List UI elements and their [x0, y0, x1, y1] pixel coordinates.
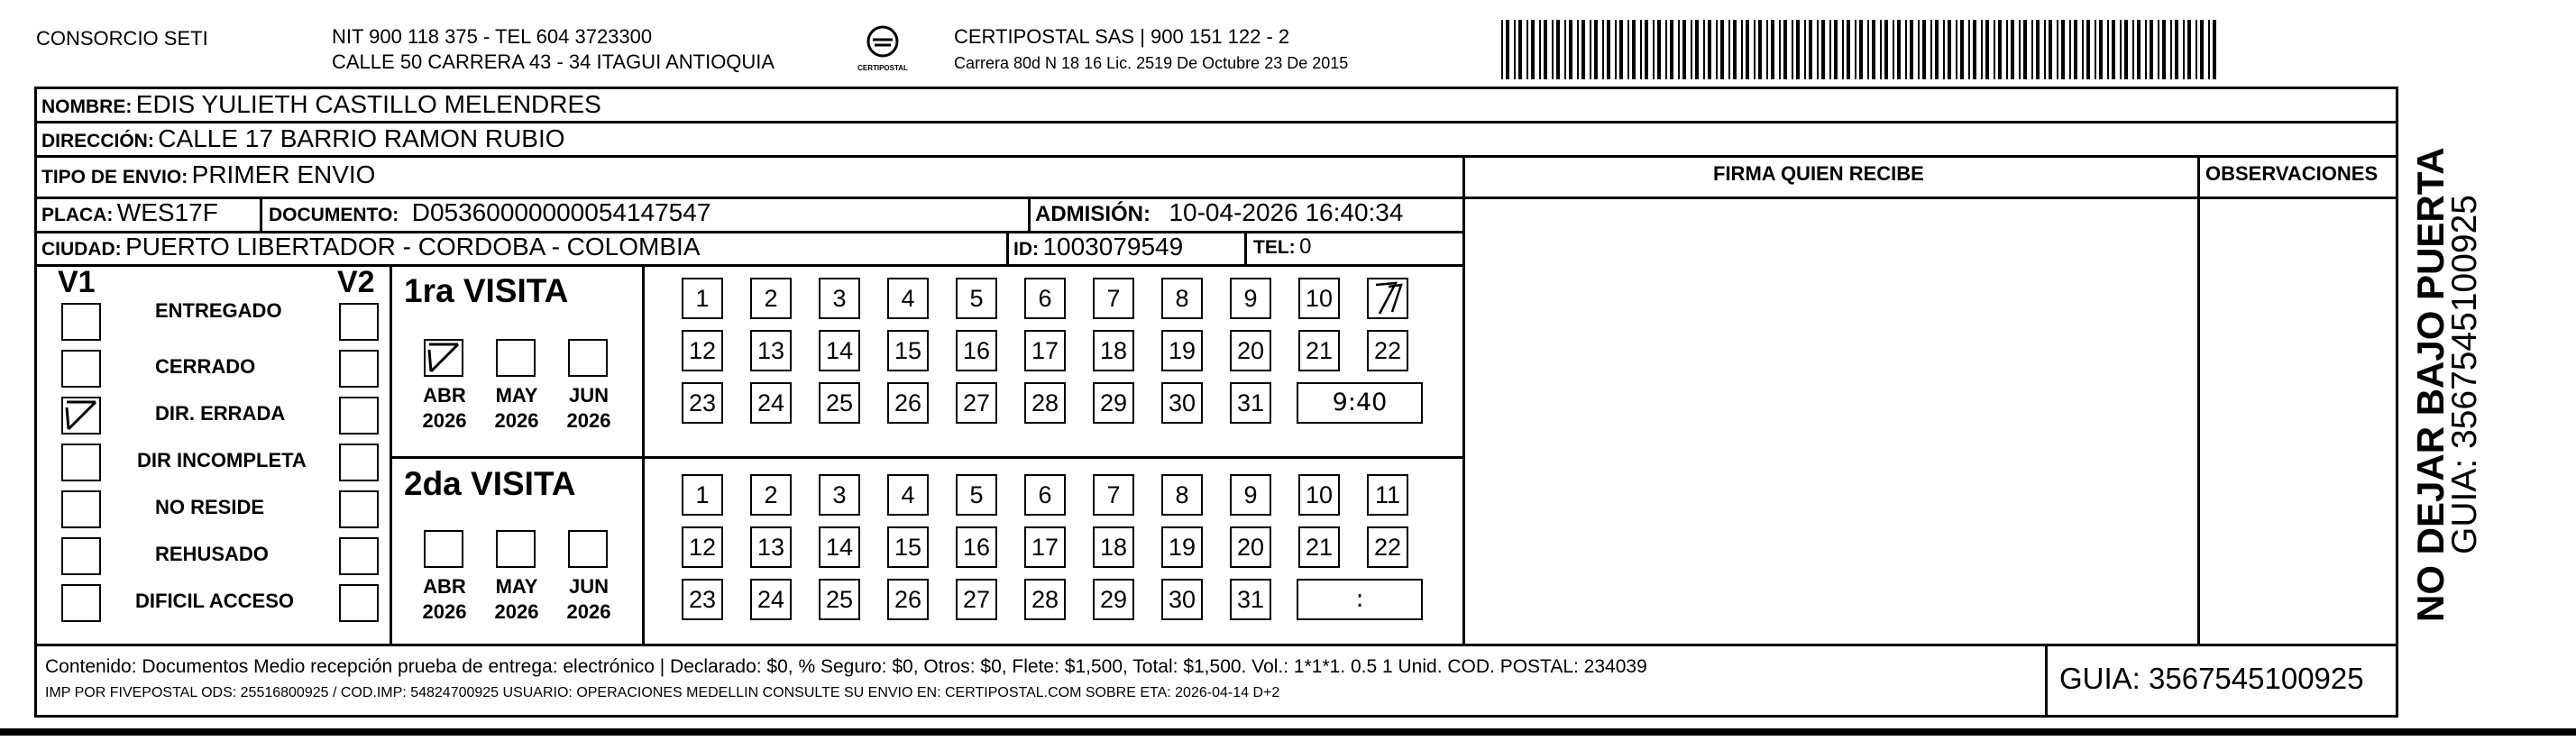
barcode-bar [1703, 20, 1705, 79]
barcode-bar [2196, 20, 2197, 79]
barcode-bar [2044, 20, 2046, 79]
day-box[interactable] [1367, 278, 1408, 319]
day-box[interactable]: 31 [1230, 382, 1271, 424]
barcode-bar [1804, 20, 1806, 79]
day-box[interactable]: 3 [819, 278, 860, 319]
day-box[interactable]: 31 [1230, 579, 1271, 620]
day-box[interactable]: 18 [1093, 526, 1134, 568]
visit2-title: 2da VISITA [404, 465, 576, 502]
barcode-bar [1948, 20, 1951, 79]
year-label: 2026 [566, 600, 611, 623]
tipo-envio-row [41, 160, 375, 189]
barcode-bar [1821, 20, 1825, 79]
year-label: 2026 [422, 409, 467, 432]
day-box[interactable]: 30 [1161, 579, 1203, 620]
barcode-bar [2074, 20, 2077, 79]
day-box[interactable]: 2 [750, 278, 792, 319]
barcode-bar [2200, 20, 2204, 79]
barcode-bar [1564, 20, 1566, 79]
documento-label: DOCUMENTO: [269, 205, 399, 225]
barcode-bar [1607, 20, 1610, 79]
barcode-bar [2208, 20, 2210, 79]
barcode-bar [1867, 20, 1869, 79]
day-box[interactable]: 5 [956, 278, 997, 319]
barcode-bar [1922, 20, 1926, 79]
barcode-bar [1943, 20, 1945, 79]
barcode-bar [1627, 20, 1629, 79]
barcode-bar [1779, 20, 1781, 79]
barcode-bar [1678, 20, 1680, 79]
time-box[interactable]: 9:40 [1297, 382, 1423, 424]
barcode-bar [1910, 20, 1913, 79]
barcode-bar [2082, 20, 2084, 79]
id-value: 1003079549 [1042, 233, 1184, 261]
barcode-bar [1829, 20, 1831, 79]
year-label: 2026 [422, 600, 467, 623]
barcode-bar [1501, 20, 1503, 79]
id-label: ID: [1013, 239, 1039, 260]
barcode-bar [1884, 20, 1888, 79]
barcode-bar [1968, 20, 1970, 79]
day-box[interactable]: 13 [750, 330, 792, 371]
nit-line: NIT 900 118 375 - TEL 604 3723300 [332, 25, 653, 48]
month-label: ABR [423, 575, 466, 598]
barcode-bar [1847, 20, 1850, 79]
day-box[interactable]: 15 [887, 330, 929, 371]
day-box[interactable]: 5 [956, 474, 997, 516]
barcode-bar [1918, 20, 1920, 79]
barcode-bar [1880, 20, 1882, 79]
day-box[interactable]: 6 [1024, 278, 1066, 319]
month-label: MAY [495, 384, 538, 407]
v2-checkbox[interactable] [339, 490, 379, 528]
tel-row [1253, 234, 1311, 260]
barcode-bar [1809, 20, 1812, 79]
barcode-bar [1994, 20, 1995, 79]
barcode-bar [1796, 20, 1800, 79]
barcode-bar [2057, 20, 2058, 79]
barcode-bar [1985, 20, 1989, 79]
barcode-bar [1741, 20, 1743, 79]
day-box[interactable]: 13 [750, 526, 792, 568]
certipostal-logo-icon [857, 23, 908, 76]
barcode-bar [2107, 20, 2109, 79]
barcode-bar [1506, 20, 1509, 79]
barcode-bar [1758, 20, 1762, 79]
v1-checkbox[interactable] [61, 537, 101, 575]
barcode-bar [2187, 20, 2191, 79]
barcode-bar [1998, 20, 2002, 79]
v1-checkbox[interactable] [61, 303, 101, 341]
nombre-value: EDIS YULIETH CASTILLO MELENDRES [135, 90, 601, 118]
day-box[interactable]: 20 [1230, 526, 1271, 568]
tel-label: TEL: [1253, 237, 1296, 258]
observaciones-header: OBSERVACIONES [2205, 162, 2379, 185]
barcode-bar [2162, 20, 2166, 79]
barcode-bar [2086, 20, 2090, 79]
day-box[interactable]: 22 [1367, 526, 1408, 568]
barcode-bar [2137, 20, 2141, 79]
day-box[interactable]: 6 [1024, 474, 1066, 516]
barcode-bar [1514, 20, 1516, 79]
barcode-bar [1539, 20, 1541, 79]
placa-label: PLACA: [41, 205, 114, 225]
status-label: REHUSADO [155, 543, 269, 565]
ciudad-label: CIUDAD: [41, 239, 122, 260]
day-box[interactable]: 26 [887, 382, 929, 424]
barcode-bar [1619, 20, 1623, 79]
barcode-bar [2158, 20, 2159, 79]
documento-row [269, 198, 710, 227]
day-box[interactable]: 18 [1093, 330, 1134, 371]
month-label: JUN [568, 575, 609, 598]
barcode-bar [1657, 20, 1661, 79]
day-box[interactable]: 10 [1298, 278, 1340, 319]
day-box[interactable]: 3 [819, 474, 860, 516]
v1-checkbox[interactable] [61, 584, 101, 622]
barcode-bar [1602, 20, 1604, 79]
direccion-label: DIRECCIÓN: [41, 131, 154, 151]
day-box[interactable]: 16 [956, 526, 997, 568]
barcode-bar [1691, 20, 1692, 79]
ciudad-row [41, 233, 701, 261]
barcode-bar [1577, 20, 1579, 79]
barcode-bar [1552, 20, 1554, 79]
day-box[interactable]: 21 [1298, 526, 1340, 568]
barcode-bar [1872, 20, 1875, 79]
year-label: 2026 [494, 409, 539, 432]
day-box[interactable]: 2 [750, 474, 792, 516]
barcode-bar [1653, 20, 1655, 79]
v1-checkbox[interactable] [61, 397, 101, 435]
barcode-bar [1531, 20, 1535, 79]
footer-guia: GUIA: 3567545100925 [2059, 662, 2364, 695]
barcode-bar [1682, 20, 1686, 79]
barcode-bar [2124, 20, 2128, 79]
barcode-bar [1665, 20, 1667, 79]
ciudad-value: PUERTO LIBERTADOR - CORDOBA - COLOMBIA [125, 233, 701, 261]
day-box[interactable]: 9 [1230, 278, 1271, 319]
barcode-bar [1594, 20, 1598, 79]
day-box[interactable]: 28 [1024, 579, 1066, 620]
v2-checkbox[interactable] [339, 303, 379, 341]
barcode-bar [1556, 20, 1560, 79]
barcode-bar [1855, 20, 1856, 79]
v2-checkbox[interactable] [339, 537, 379, 575]
barcode-bar [2011, 20, 2014, 79]
direccion-row [41, 124, 565, 153]
barcode-bar [2120, 20, 2122, 79]
barcode-bar [2145, 20, 2147, 79]
barcode-bar [2023, 20, 2027, 79]
v2-label: V2 [337, 265, 375, 299]
day-box[interactable]: 23 [682, 382, 723, 424]
barcode-bar [1670, 20, 1673, 79]
firma-header: FIRMA QUIEN RECIBE [1713, 162, 1924, 185]
barcode-bar [1792, 20, 1793, 79]
month-label: ABR [423, 384, 466, 407]
barcode-bar [2031, 20, 2033, 79]
status-label: DIR INCOMPLETA [137, 449, 307, 471]
barcode-bar [1783, 20, 1787, 79]
day-box[interactable]: 29 [1093, 579, 1134, 620]
barcode-bar [2183, 20, 2185, 79]
license-line: Carrera 80d N 18 16 Lic. 2519 De Octubre 23 De 2015 [954, 54, 1349, 72]
tel-value: 0 [1299, 234, 1312, 259]
barcode-bar [1733, 20, 1737, 79]
day-box[interactable]: 8 [1161, 278, 1203, 319]
admision-row [1035, 198, 1403, 227]
barcode-bar [2170, 20, 2172, 79]
placa-value: WES17F [116, 198, 218, 226]
barcode-bar [1695, 20, 1699, 79]
tipo-envio-value: PRIMER ENVIO [191, 160, 376, 188]
day-box[interactable]: 12 [682, 330, 723, 371]
v2-checkbox[interactable] [339, 444, 379, 481]
day-box[interactable]: 1 [682, 278, 723, 319]
admision-label: ADMISIÓN: [1035, 202, 1150, 226]
day-box[interactable]: 14 [819, 526, 860, 568]
barcode-bar [2006, 20, 2008, 79]
day-box[interactable]: 24 [750, 382, 792, 424]
v1-checkbox[interactable] [61, 444, 101, 481]
barcode-bar [1766, 20, 1768, 79]
v1-label: V1 [58, 265, 96, 299]
direccion-value: CALLE 17 BARRIO RAMON RUBIO [158, 124, 565, 152]
status-label: DIFICIL ACCESO [135, 590, 295, 612]
barcode-bar [1897, 20, 1901, 79]
footer-contenido: Contenido: Documentos Medio recepción prueba de entrega: electrónico | Declarado: $0, % Seguro: $0, Otros: $0, Flete: $1,500, Total: $1,500. Vol.: 1*1*1. 0.5 1 Unid. COD. POSTAL: 234039 [45, 656, 1647, 677]
side-guia: GUIA: 3567545100925 [2445, 195, 2484, 554]
day-box[interactable]: 28 [1024, 382, 1066, 424]
day-box[interactable]: 12 [682, 526, 723, 568]
month-label: MAY [495, 575, 538, 598]
barcode [1501, 20, 2214, 79]
day-box[interactable]: 19 [1161, 330, 1203, 371]
barcode-bar [1973, 20, 1976, 79]
day-box[interactable]: 10 [1298, 474, 1340, 516]
documento-value: D05360000000054147547 [411, 198, 711, 226]
status-label: CERRADO [155, 355, 256, 378]
nombre-row [41, 90, 601, 119]
id-row [1013, 233, 1183, 261]
barcode-bar [2132, 20, 2134, 79]
footer-imp: IMP POR FIVEPOSTAL ODS: 25516800925 / COD.IMP: 54824700925 USUARIO: OPERACIONES MEDELLIN CONSULTE SU ENVIO EN: CERTIPOSTAL.COM SOBRE ETA: 2026-04-14 D+2 [45, 685, 1280, 700]
certipostal-line: CERTIPOSTAL SAS | 900 151 122 - 2 [954, 25, 1290, 48]
barcode-bar [1956, 20, 1957, 79]
month-checkbox[interactable] [568, 339, 608, 377]
day-box[interactable]: 8 [1161, 474, 1203, 516]
day-box[interactable]: 27 [956, 579, 997, 620]
v1-checkbox[interactable] [61, 490, 101, 528]
barcode-bar [2112, 20, 2115, 79]
barcode-bar [1615, 20, 1617, 79]
barcode-bar [1817, 20, 1819, 79]
day-box[interactable]: 4 [887, 278, 929, 319]
barcode-bar [1590, 20, 1591, 79]
day-box[interactable]: 11 [1367, 474, 1408, 516]
month-checkbox[interactable] [568, 530, 608, 568]
barcode-bar [1930, 20, 1932, 79]
month-checkbox[interactable] [424, 530, 463, 568]
barcode-bar [1960, 20, 1964, 79]
day-box[interactable]: 29 [1093, 382, 1134, 424]
barcode-bar [2049, 20, 2052, 79]
barcode-bar [1746, 20, 1749, 79]
admision-value: 10-04-2026 16:40:34 [1169, 198, 1404, 226]
barcode-bar [1645, 20, 1648, 79]
day-box[interactable]: 17 [1024, 330, 1066, 371]
barcode-bar [1720, 20, 1724, 79]
day-box[interactable]: 7 [1093, 474, 1134, 516]
visit1-title: 1ra VISITA [404, 272, 569, 309]
year-label: 2026 [494, 600, 539, 623]
day-box[interactable]: 25 [819, 382, 860, 424]
barcode-bar [1544, 20, 1547, 79]
barcode-bar [1518, 20, 1522, 79]
side-warning: NO DEJAR BAJO PUERTA [2409, 147, 2452, 622]
barcode-bar [1935, 20, 1939, 79]
day-box[interactable]: 20 [1230, 330, 1271, 371]
status-label: DIR. ERRADA [155, 402, 286, 425]
v2-checkbox[interactable] [339, 350, 379, 388]
month-checkbox[interactable] [496, 339, 536, 377]
barcode-bar [1981, 20, 1983, 79]
barcode-bar [1754, 20, 1756, 79]
day-box[interactable]: 9 [1230, 474, 1271, 516]
day-box[interactable]: 14 [819, 330, 860, 371]
day-box[interactable]: 7 [1093, 278, 1134, 319]
barcode-bar [1632, 20, 1636, 79]
day-box[interactable]: 27 [956, 382, 997, 424]
barcode-bar [2095, 20, 2096, 79]
status-label: ENTREGADO [155, 299, 282, 322]
barcode-bar [2036, 20, 2040, 79]
day-box[interactable]: 23 [682, 579, 723, 620]
barcode-bar [1569, 20, 1572, 79]
nombre-label: NOMBRE: [41, 96, 133, 117]
day-box[interactable]: 1 [682, 474, 723, 516]
day-box[interactable]: 17 [1024, 526, 1066, 568]
v2-checkbox[interactable] [339, 584, 379, 622]
day-box[interactable]: 30 [1161, 382, 1203, 424]
address-line: CALLE 50 CARRERA 43 - 34 ITAGUI ANTIOQUIA [332, 50, 775, 73]
month-checkbox[interactable] [424, 339, 463, 377]
month-label: JUN [568, 384, 609, 407]
v1-checkbox[interactable] [61, 350, 101, 388]
time-box[interactable]: : [1297, 579, 1423, 620]
day-box[interactable]: 15 [887, 526, 929, 568]
bottom-edge [0, 728, 2576, 736]
status-label: NO RESIDE [155, 496, 265, 518]
barcode-bar [1771, 20, 1774, 79]
barcode-bar [1905, 20, 1907, 79]
barcode-bar [1708, 20, 1711, 79]
placa-row [41, 198, 218, 227]
day-box[interactable]: 16 [956, 330, 997, 371]
day-box[interactable]: 26 [887, 579, 929, 620]
barcode-bar [1859, 20, 1863, 79]
month-checkbox[interactable] [496, 530, 536, 568]
day-box[interactable]: 4 [887, 474, 929, 516]
day-box[interactable]: 21 [1298, 330, 1340, 371]
barcode-bar [1728, 20, 1730, 79]
day-box[interactable]: 22 [1367, 330, 1408, 371]
day-box[interactable]: 25 [819, 579, 860, 620]
day-box[interactable]: 24 [750, 579, 792, 620]
barcode-bar [2099, 20, 2103, 79]
barcode-bar [1842, 20, 1844, 79]
day-box[interactable]: 19 [1161, 526, 1203, 568]
barcode-bar [1893, 20, 1894, 79]
v2-checkbox[interactable] [339, 397, 379, 435]
barcode-bar [2150, 20, 2153, 79]
barcode-bar [2175, 20, 2178, 79]
barcode-bar [2213, 20, 2216, 79]
barcode-bar [2069, 20, 2071, 79]
logo-caption: CERTIPOSTAL [857, 64, 908, 72]
barcode-bar [2061, 20, 2065, 79]
barcode-bar [1834, 20, 1838, 79]
tipo-envio-label: TIPO DE ENVIO: [41, 167, 188, 188]
barcode-bar [1640, 20, 1642, 79]
year-label: 2026 [566, 409, 611, 432]
barcode-bar [1526, 20, 1528, 79]
barcode-bar [2019, 20, 2021, 79]
barcode-bar [1581, 20, 1585, 79]
barcode-bar [1716, 20, 1718, 79]
company-name: CONSORCIO SETI [36, 27, 208, 50]
